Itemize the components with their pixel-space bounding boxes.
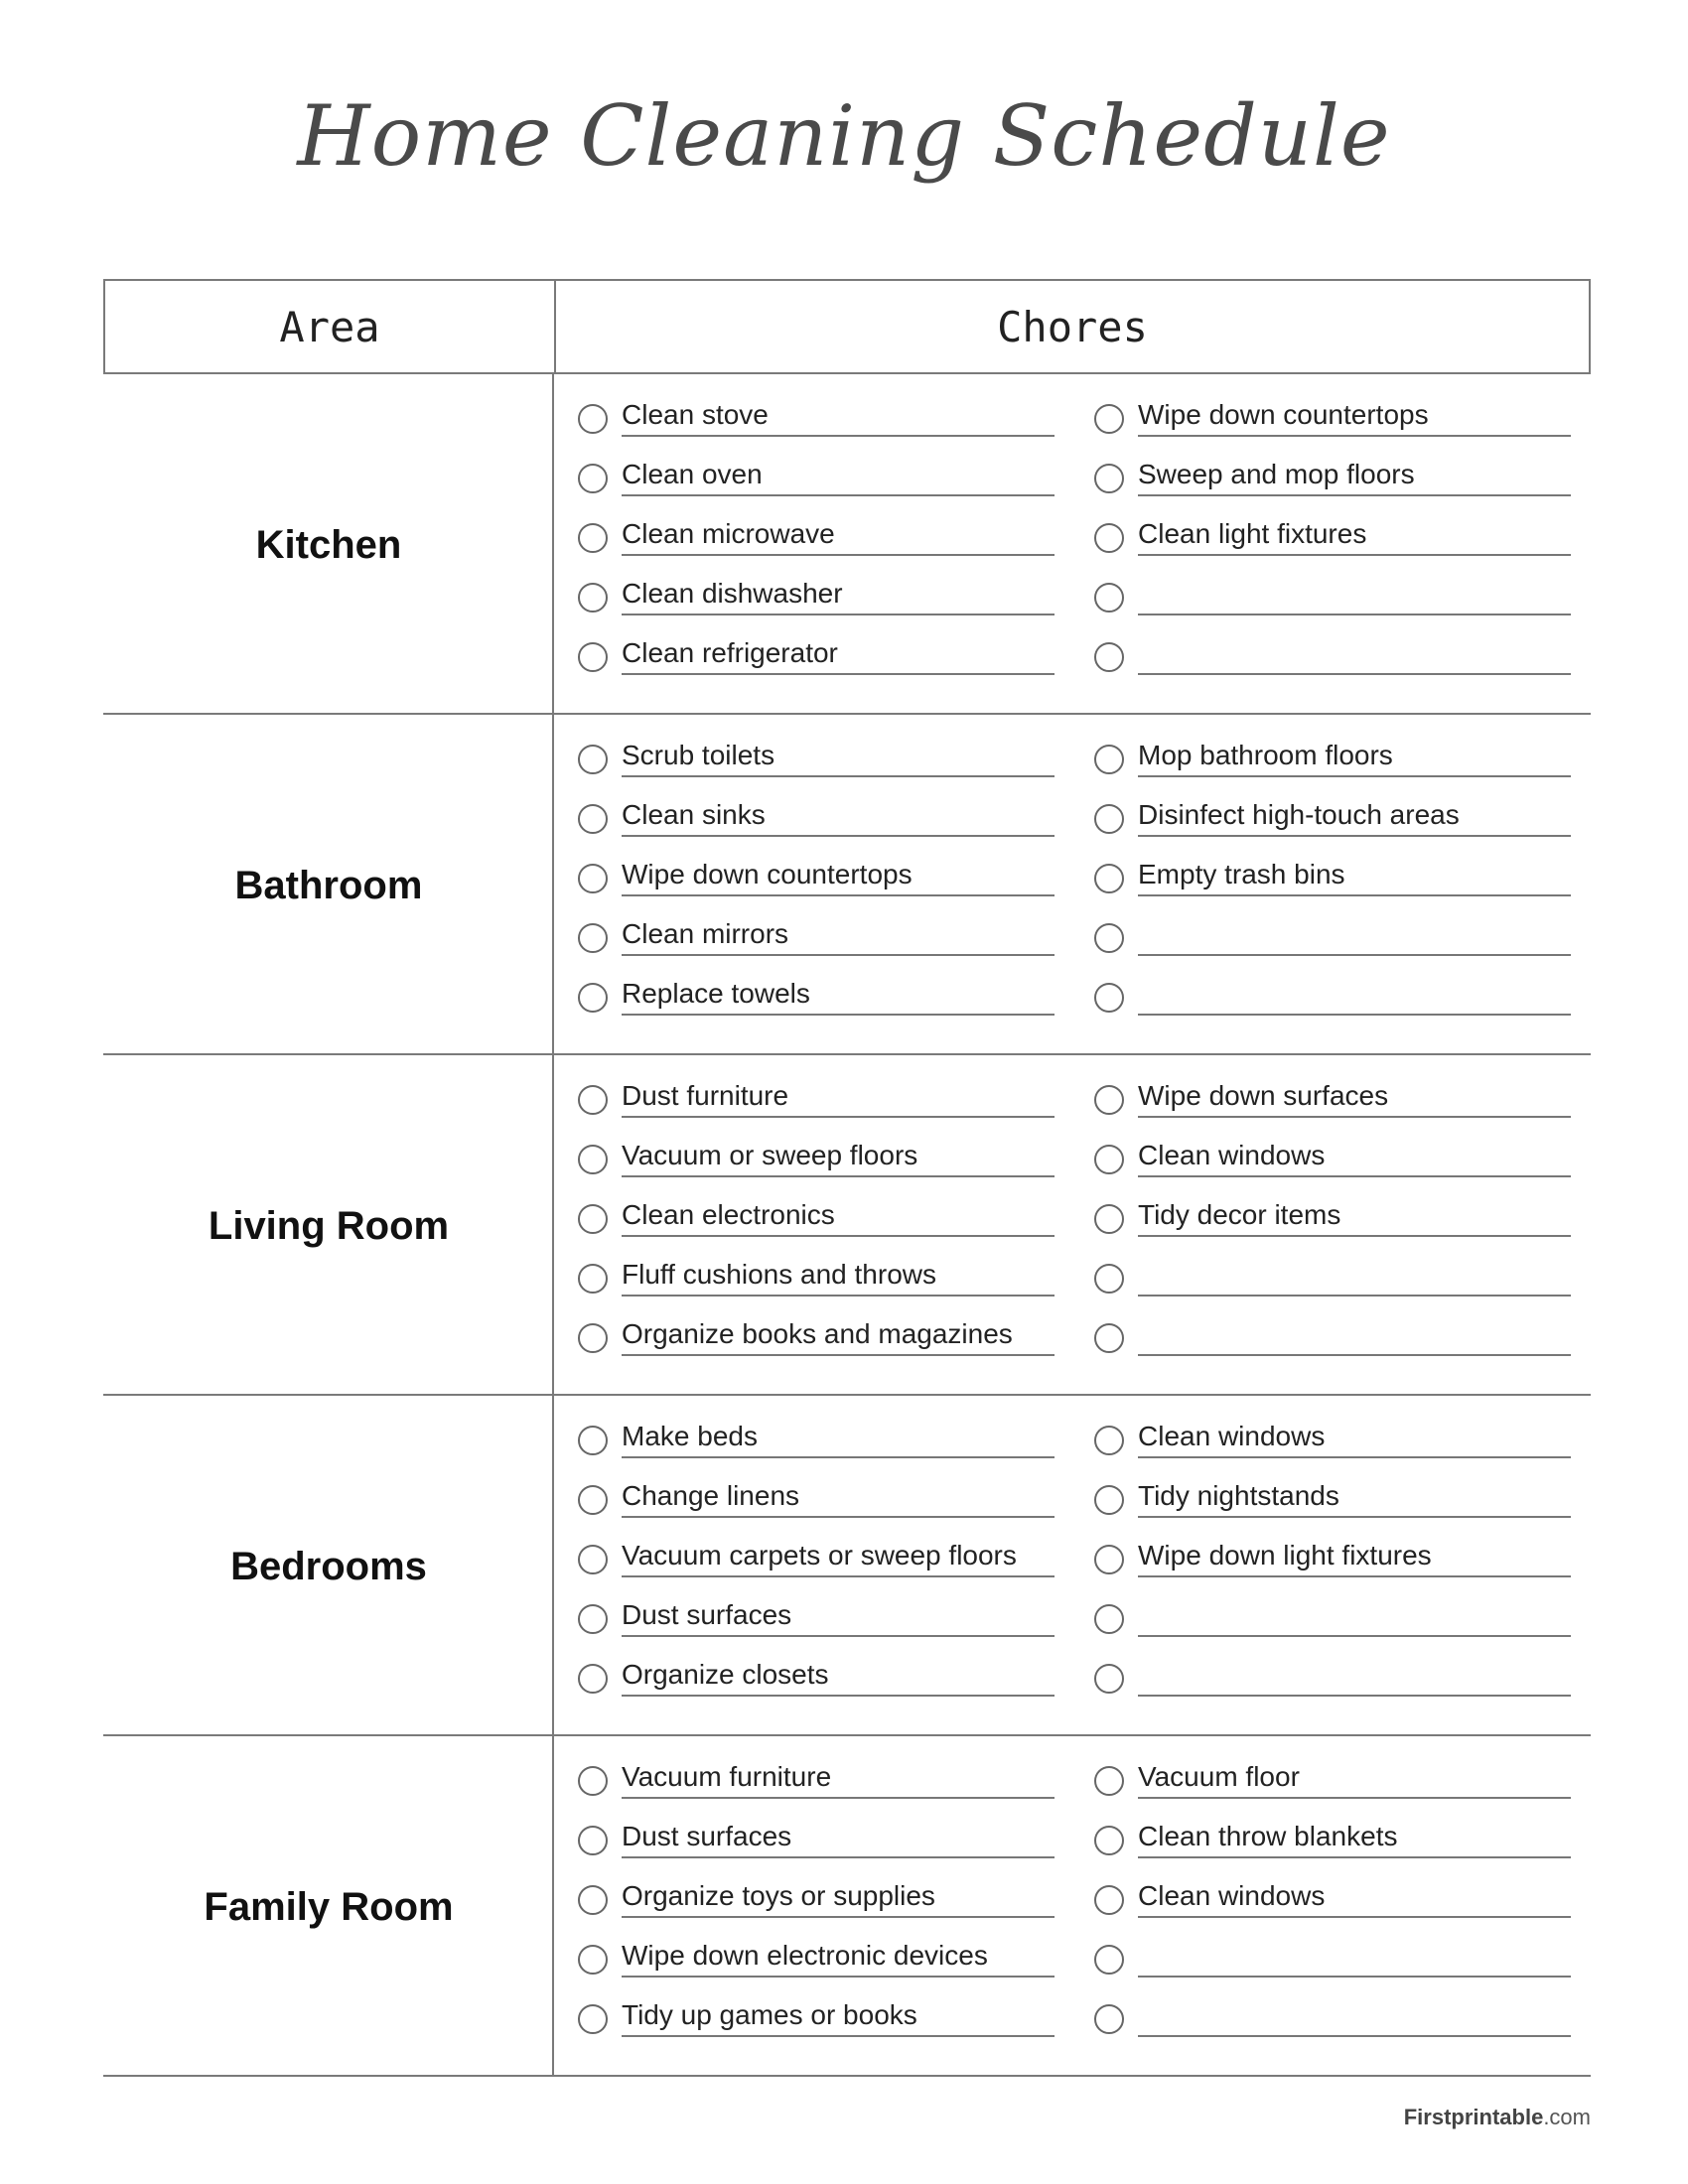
- chore-label: Change linens: [622, 1475, 1055, 1518]
- chore-label: Clean mirrors: [622, 913, 1055, 956]
- chore-item: [1094, 973, 1571, 1032]
- footer-brand-name: Firstprintable: [1403, 2105, 1544, 2129]
- checkbox-circle-icon[interactable]: [578, 1604, 608, 1634]
- chore-label: Scrub toilets: [622, 735, 1055, 777]
- chore-item: [578, 1475, 1055, 1535]
- checkbox-circle-icon[interactable]: [1094, 1826, 1124, 1855]
- chores-column-right: [1094, 735, 1571, 1032]
- area-label: Living Room: [208, 1204, 450, 1248]
- area-cell: [103, 1055, 554, 1394]
- checkbox-circle-icon[interactable]: [578, 1766, 608, 1796]
- chore-item: [1094, 394, 1571, 454]
- chore-item: [578, 913, 1055, 973]
- chores-column-left: [578, 1756, 1055, 2054]
- checkbox-circle-icon[interactable]: [1094, 1145, 1124, 1174]
- chore-label: [1138, 1935, 1571, 1978]
- chore-label: Replace towels: [622, 973, 1055, 1016]
- chore-label: Dust surfaces: [622, 1594, 1055, 1637]
- section-row: [103, 1396, 1591, 1736]
- chore-item: [1094, 1416, 1571, 1475]
- chore-label: Make beds: [622, 1416, 1055, 1458]
- checkbox-circle-icon[interactable]: [1094, 1204, 1124, 1234]
- chore-item: [1094, 1654, 1571, 1713]
- checkbox-circle-icon[interactable]: [578, 1264, 608, 1294]
- chore-label: Wipe down electronic devices: [622, 1935, 1055, 1978]
- chores-cell: [556, 1396, 1591, 1734]
- section-row: [103, 374, 1591, 715]
- checkbox-circle-icon[interactable]: [578, 804, 608, 834]
- chores-cell: [556, 1055, 1591, 1394]
- area-cell: [103, 715, 554, 1053]
- checkbox-circle-icon[interactable]: [1094, 1264, 1124, 1294]
- chore-item: [1094, 1994, 1571, 2054]
- chore-item: [1094, 513, 1571, 573]
- checkbox-circle-icon[interactable]: [578, 1826, 608, 1855]
- chore-label: [1138, 632, 1571, 675]
- checkbox-circle-icon[interactable]: [578, 2004, 608, 2034]
- chore-item: [578, 1313, 1055, 1373]
- chore-label: Vacuum floor: [1138, 1756, 1571, 1799]
- chore-item: [1094, 1935, 1571, 1994]
- chore-label: Clean microwave: [622, 513, 1055, 556]
- chore-label: Clean windows: [1138, 1416, 1571, 1458]
- chore-item: [578, 1535, 1055, 1594]
- area-cell: [103, 1396, 554, 1734]
- chore-item: [1094, 1756, 1571, 1816]
- chore-item: [1094, 735, 1571, 794]
- chores-column-left: [578, 1416, 1055, 1713]
- chore-item: [1094, 573, 1571, 632]
- checkbox-circle-icon[interactable]: [1094, 1766, 1124, 1796]
- chore-item: [1094, 1535, 1571, 1594]
- footer-brand-suffix: .com: [1543, 2105, 1591, 2129]
- checkbox-circle-icon[interactable]: [578, 745, 608, 774]
- area-cell: [103, 1736, 554, 2075]
- chore-label: [1138, 1594, 1571, 1637]
- chore-item: [1094, 1135, 1571, 1194]
- footer-brand: [1404, 2105, 1591, 2130]
- chore-label: Clean throw blankets: [1138, 1816, 1571, 1858]
- chore-label: Tidy nightstands: [1138, 1475, 1571, 1518]
- chore-label: Dust furniture: [622, 1075, 1055, 1118]
- checkbox-circle-icon[interactable]: [578, 1204, 608, 1234]
- chores-column-right: [1094, 1756, 1571, 2054]
- area-label: Family Room: [204, 1885, 454, 1929]
- chore-item: [1094, 1475, 1571, 1535]
- checkbox-circle-icon[interactable]: [578, 1323, 608, 1353]
- chore-item: [578, 1875, 1055, 1935]
- checkbox-circle-icon[interactable]: [578, 864, 608, 893]
- table-header: [103, 279, 1591, 374]
- checkbox-circle-icon[interactable]: [1094, 464, 1124, 493]
- chore-item: [1094, 913, 1571, 973]
- checkbox-circle-icon[interactable]: [1094, 1945, 1124, 1975]
- chores-cell: [556, 374, 1591, 713]
- chore-item: [578, 573, 1055, 632]
- checkbox-circle-icon[interactable]: [578, 983, 608, 1013]
- checkbox-circle-icon[interactable]: [1094, 1323, 1124, 1353]
- chores-column-right: [1094, 1416, 1571, 1713]
- chores-cell: [556, 715, 1591, 1053]
- checkbox-circle-icon[interactable]: [578, 1145, 608, 1174]
- chore-label: [1138, 1254, 1571, 1297]
- chore-label: Organize books and magazines: [622, 1313, 1055, 1356]
- chore-item: [578, 854, 1055, 913]
- checkbox-circle-icon[interactable]: [578, 642, 608, 672]
- chore-item: [578, 1756, 1055, 1816]
- chore-item: [1094, 454, 1571, 513]
- checkbox-circle-icon[interactable]: [578, 523, 608, 553]
- header-chores: Chores: [997, 302, 1148, 351]
- chore-label: Vacuum or sweep floors: [622, 1135, 1055, 1177]
- chore-label: [1138, 913, 1571, 956]
- chores-column-right: [1094, 394, 1571, 692]
- checkbox-circle-icon[interactable]: [1094, 583, 1124, 613]
- checkbox-circle-icon[interactable]: [578, 1885, 608, 1915]
- chore-item: [578, 1254, 1055, 1313]
- checkbox-circle-icon[interactable]: [578, 1664, 608, 1694]
- section-row: [103, 715, 1591, 1055]
- chore-item: [578, 1994, 1055, 2054]
- chore-label: Empty trash bins: [1138, 854, 1571, 896]
- chore-label: Wipe down countertops: [1138, 394, 1571, 437]
- chore-label: Mop bathroom floors: [1138, 735, 1571, 777]
- chore-label: Clean electronics: [622, 1194, 1055, 1237]
- chore-label: Tidy decor items: [1138, 1194, 1571, 1237]
- chore-label: Wipe down light fixtures: [1138, 1535, 1571, 1577]
- chore-item: [578, 735, 1055, 794]
- chore-item: [1094, 1875, 1571, 1935]
- header-area: Area: [105, 281, 556, 372]
- chore-label: [1138, 1654, 1571, 1697]
- area-label: Kitchen: [255, 523, 402, 567]
- chore-item: [1094, 632, 1571, 692]
- chore-label: [1138, 1994, 1571, 2037]
- chores-cell: [556, 1736, 1591, 2075]
- chores-column-left: [578, 394, 1055, 692]
- chore-item: [578, 1194, 1055, 1254]
- chore-item: [1094, 1075, 1571, 1135]
- chore-item: [1094, 1194, 1571, 1254]
- chore-item: [1094, 1594, 1571, 1654]
- chore-label: Clean light fixtures: [1138, 513, 1571, 556]
- chore-label: Clean refrigerator: [622, 632, 1055, 675]
- area-label: Bedrooms: [230, 1545, 427, 1588]
- chore-label: Clean dishwasher: [622, 573, 1055, 615]
- checkbox-circle-icon[interactable]: [1094, 523, 1124, 553]
- chore-item: [578, 513, 1055, 573]
- chore-label: Clean stove: [622, 394, 1055, 437]
- chore-item: [578, 632, 1055, 692]
- checkbox-circle-icon[interactable]: [1094, 864, 1124, 893]
- chore-label: Wipe down countertops: [622, 854, 1055, 896]
- chore-label: Wipe down surfaces: [1138, 1075, 1571, 1118]
- chore-label: [1138, 973, 1571, 1016]
- chore-item: [578, 794, 1055, 854]
- chore-label: Organize toys or supplies: [622, 1875, 1055, 1918]
- checkbox-circle-icon[interactable]: [578, 1085, 608, 1115]
- chore-label: [1138, 573, 1571, 615]
- chore-label: Clean sinks: [622, 794, 1055, 837]
- chore-label: Disinfect high-touch areas: [1138, 794, 1571, 837]
- chore-item: [1094, 1313, 1571, 1373]
- chore-label: Organize closets: [622, 1654, 1055, 1697]
- section-row: [103, 1055, 1591, 1396]
- checkbox-circle-icon[interactable]: [1094, 1664, 1124, 1694]
- chore-item: [578, 1816, 1055, 1875]
- chore-item: [1094, 1254, 1571, 1313]
- chore-label: Tidy up games or books: [622, 1994, 1055, 2037]
- chore-item: [1094, 854, 1571, 913]
- checkbox-circle-icon[interactable]: [578, 1545, 608, 1574]
- chore-item: [1094, 1816, 1571, 1875]
- chore-item: [578, 1075, 1055, 1135]
- area-label: Bathroom: [234, 864, 423, 907]
- chore-item: [578, 1135, 1055, 1194]
- checkbox-circle-icon[interactable]: [1094, 1485, 1124, 1515]
- chore-label: Dust surfaces: [622, 1816, 1055, 1858]
- checkbox-circle-icon[interactable]: [1094, 804, 1124, 834]
- checkbox-circle-icon[interactable]: [578, 1945, 608, 1975]
- checkbox-circle-icon[interactable]: [1094, 1085, 1124, 1115]
- checkbox-circle-icon[interactable]: [1094, 983, 1124, 1013]
- chores-column-left: [578, 735, 1055, 1032]
- schedule-table: [103, 279, 1591, 2075]
- checkbox-circle-icon[interactable]: [1094, 1426, 1124, 1455]
- area-cell: [103, 374, 554, 713]
- chore-item: [578, 454, 1055, 513]
- checkbox-circle-icon[interactable]: [578, 923, 608, 953]
- chore-item: [578, 1416, 1055, 1475]
- chore-item: [578, 1935, 1055, 1994]
- chore-item: [578, 1594, 1055, 1654]
- section-row: [103, 1736, 1591, 2077]
- chores-column-right: [1094, 1075, 1571, 1373]
- chore-item: [578, 394, 1055, 454]
- chore-item: [578, 973, 1055, 1032]
- checkbox-circle-icon[interactable]: [578, 404, 608, 434]
- page-title: Home Cleaning Schedule: [297, 87, 1391, 185]
- checkbox-circle-icon[interactable]: [578, 464, 608, 493]
- chore-item: [1094, 794, 1571, 854]
- checkbox-circle-icon[interactable]: [1094, 1604, 1124, 1634]
- checkbox-circle-icon[interactable]: [578, 1485, 608, 1515]
- checkbox-circle-icon[interactable]: [1094, 642, 1124, 672]
- checkbox-circle-icon[interactable]: [1094, 404, 1124, 434]
- chore-item: [578, 1654, 1055, 1713]
- checkbox-circle-icon[interactable]: [1094, 2004, 1124, 2034]
- checkbox-circle-icon[interactable]: [578, 1426, 608, 1455]
- chore-label: Sweep and mop floors: [1138, 454, 1571, 496]
- chore-label: Clean windows: [1138, 1135, 1571, 1177]
- chore-label: Clean oven: [622, 454, 1055, 496]
- chore-label: Clean windows: [1138, 1875, 1571, 1918]
- chore-label: Vacuum furniture: [622, 1756, 1055, 1799]
- chore-label: Fluff cushions and throws: [622, 1254, 1055, 1297]
- chore-label: Vacuum carpets or sweep floors: [622, 1535, 1055, 1577]
- checkbox-circle-icon[interactable]: [1094, 1545, 1124, 1574]
- checkbox-circle-icon[interactable]: [578, 583, 608, 613]
- chore-label: [1138, 1313, 1571, 1356]
- chores-column-left: [578, 1075, 1055, 1373]
- checkbox-circle-icon[interactable]: [1094, 1885, 1124, 1915]
- checkbox-circle-icon[interactable]: [1094, 923, 1124, 953]
- checkbox-circle-icon[interactable]: [1094, 745, 1124, 774]
